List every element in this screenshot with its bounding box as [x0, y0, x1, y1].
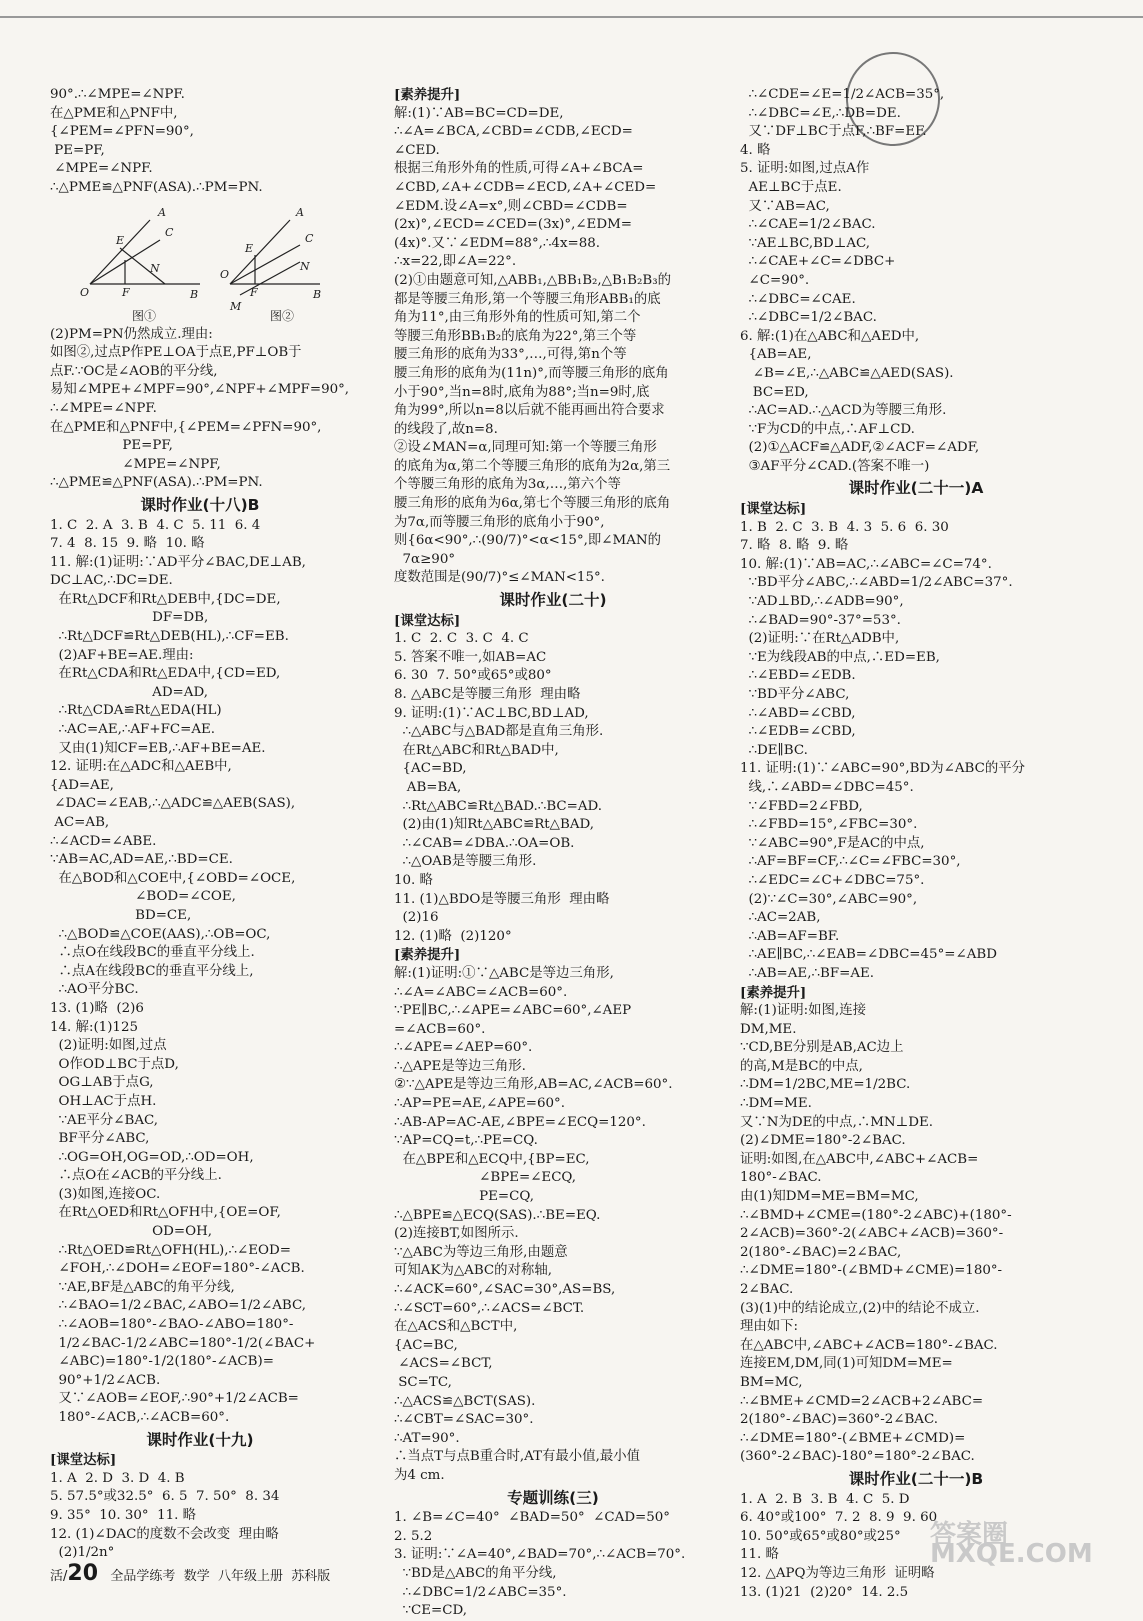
text-line: 2∠ACB)=360°-2(∠ABC+∠ACB)=360°-	[740, 1226, 1004, 1242]
text-line: ∵△ABC为等边三角形,由题意	[394, 1244, 568, 1260]
text-line: ∴∠ACD=∠ABE.	[50, 833, 157, 849]
text-line: ②设∠MAN=α,同理可知:第一个等腰三角形	[394, 440, 657, 456]
text-line: ∴点O在∠ACB的平分线上.	[50, 1168, 222, 1184]
answers-special-3	[394, 1509, 712, 1621]
footer-edition: 苏科版	[291, 1569, 331, 1584]
svg-text:A: A	[296, 205, 304, 219]
text-line: ∠B=∠E,∴△ABC≌△AED(SAS).	[740, 365, 954, 381]
text-line: ∴AC=AD.∴△ACD为等腰三角形.	[740, 403, 947, 419]
text-line: ∴AB=AF=BF.	[740, 928, 840, 944]
figure-1-and-2	[50, 200, 350, 324]
text-line: 又∵DF⊥BC于点F,∴BF=EF.	[740, 124, 927, 140]
text-line: ∵BD平分∠ABC,∴∠ABD=1/2∠ABC=37°.	[740, 575, 1013, 591]
answers-special-3-cont	[740, 86, 1092, 476]
text-line: 13. (1)略 (2)6	[50, 1000, 144, 1016]
svg-text:B: B	[190, 287, 199, 301]
text-line: ∵∠ABC=90°,F是AC的中点,	[740, 835, 925, 851]
text-line: 解:(1)∵AB=BC=CD=DE,	[394, 105, 564, 121]
text-line: ∴AB-AP=AC-AE,∠BPE=∠ECQ=120°.	[394, 1114, 646, 1130]
text-line: 90°.∴∠MPE=∠NPF.	[50, 87, 185, 102]
text-line: 11. 略	[740, 1547, 779, 1563]
text-line: 5. 答案不唯一,如AB=AC	[394, 649, 547, 665]
svg-text:F: F	[250, 285, 258, 299]
text-line: 在△PME和△PNF中,	[50, 105, 178, 121]
text-line: (2x)°,∠ECD=∠CED=(3x)°,∠EDM=	[394, 217, 632, 233]
text-line: OD=OH,	[50, 1224, 213, 1240]
text-line: (360°-2∠BAC)-180°=180°-2∠BAC.	[740, 1449, 975, 1465]
text-line: ∴AP=PE=AE,∠APE=60°.	[394, 1096, 566, 1112]
text-line: ∴点O在线段BC的垂直平分线上.	[50, 945, 255, 961]
text-line: ∴AE∥BC,∴∠EAB=∠DBC=45°=∠ABD	[740, 947, 997, 963]
answers-18-suyang	[394, 86, 712, 588]
text-line: ∴AO平分BC.	[50, 982, 139, 998]
text-line: 可知AK为△ABC的对称轴,	[394, 1263, 552, 1279]
text-line: 在△BOD和△COE中,{∠OBD=∠OCE,	[50, 870, 296, 886]
text-line: ∴△BPE≌△ECQ(SAS).∴BE=EQ.	[394, 1207, 601, 1223]
text-line: ∴∠CBT=∠SAC=30°.	[394, 1412, 534, 1428]
text-line: {∠PEM=∠PFN=90°,	[50, 124, 194, 140]
text-line: {AC=BC,	[394, 1337, 458, 1353]
text-line: 的高,M是BC的中点,	[740, 1058, 863, 1074]
heading-20: 课时作业(二十)	[499, 591, 607, 610]
text-line: ∴∠ACK=60°,∠SAC=30°,AS=BS,	[394, 1282, 616, 1297]
text-line: ∴DE∥BC.	[740, 742, 808, 758]
text-line: 10. 50°或65°或80°或25°	[740, 1528, 901, 1544]
text-line: 角为99°,所以n=8以后就不能再画出符合要求	[394, 403, 665, 419]
text-line: ∴AC=2AB,	[740, 910, 821, 926]
text-line: ∴∠FBD=15°,∠FBC=30°.	[740, 817, 918, 833]
text-line: ∴∠DBC=∠CAE.	[740, 291, 856, 307]
text-line: AE⊥BC于点E.	[740, 179, 842, 195]
text-line: ∠BOD=∠COE,	[50, 889, 236, 905]
text-line: AC=AB,	[50, 815, 110, 830]
text-line: 在Rt△ABC和Rt△BAD中,	[394, 742, 559, 758]
answers-20	[394, 612, 712, 1486]
text-line: BF平分∠ABC,	[50, 1131, 150, 1147]
text-line: 12. (1)∠DAC的度数不会改变 理由略	[50, 1526, 279, 1542]
svg-text:E: E	[116, 233, 125, 247]
text-line: 腰三角形的底角为33°,…,可得,第n个等	[394, 347, 627, 363]
text-line: ∴∠DME=180°-(∠BME+∠CMD)=	[740, 1430, 966, 1446]
svg-text:C: C	[165, 225, 174, 239]
text-line: (2)16	[394, 910, 439, 926]
text-line: ∴点A在线段BC的垂直平分线上,	[50, 963, 254, 979]
figure-2-label: 图②	[270, 308, 295, 323]
text-line: BD=CE,	[50, 907, 192, 923]
text-line: {AB=AE,	[740, 347, 812, 363]
svg-text:C: C	[305, 231, 314, 245]
text-line: 连接EM,DM,同(1)可知DM=ME=	[740, 1356, 953, 1372]
text-line: DC⊥AC,∴DC=DE.	[50, 573, 173, 589]
text-line: ∴∠APE=∠AEP=60°.	[394, 1040, 533, 1056]
text-line: 11. 解:(1)证明:∵AD平分∠BAC,DE⊥AB,	[50, 554, 306, 570]
column-2	[394, 86, 712, 1621]
text-line: (3)如图,连接OC.	[50, 1186, 161, 1202]
text-line: SC=TC,	[394, 1374, 452, 1390]
text-line: ∠EDM.设∠A=x°,则∠CBD=∠CDB=	[394, 198, 628, 214]
text-line: ∠ACS=∠BCT,	[394, 1356, 493, 1372]
text-line: 7. 4 8. 15 9. 略 10. 略	[50, 536, 205, 552]
text-line: (2)①由题意可知,△ABB₁,△BB₁B₂,△B₁B₂B₃的	[394, 272, 671, 288]
text-line: 证明:如图,在△ABC中,∠ABC+∠ACB=	[740, 1151, 979, 1167]
text-line: 在Rt△DCF和Rt△DEB中,{DC=DE,	[50, 591, 281, 607]
text-line: (2)①△ACF≌△ADF,②∠ACF=∠ADF,	[740, 440, 980, 456]
text-line: 1. C 2. A 3. B 4. C 5. 11 6. 4	[50, 517, 261, 533]
text-line: 则{6α<90°,∴(90/7)°<α<15°,即∠MAN的	[394, 533, 661, 549]
footer-series: 全品学练考	[110, 1569, 176, 1584]
text-line: 5. 证明:如图,过点A作	[740, 161, 870, 177]
text-line: ∴∠EDB=∠CBD,	[740, 724, 856, 740]
text-line: 又∵N为DE的中点,∴MN⊥DE.	[740, 1114, 934, 1130]
text-line: {AD=AE,	[50, 777, 114, 793]
text-line: 1. B 2. C 3. B 4. 3 5. 6 6. 30	[740, 519, 949, 535]
column-1	[50, 86, 350, 1563]
page-number: 20	[67, 1561, 99, 1586]
text-line: ∴Rt△ABC≌Rt△BAD.∴BC=AD.	[394, 798, 603, 814]
top-rule	[0, 16, 1143, 18]
section-ketang: [课堂达标]	[50, 1452, 117, 1469]
text-line: (2)∵∠C=30°,∠ABC=90°,	[740, 891, 918, 907]
text-line: 个等腰三角形的底角为3α,…,第六个等	[394, 477, 621, 493]
text-line: DF=DB,	[50, 610, 209, 626]
text-line: AD=AD,	[50, 684, 208, 700]
footer-prefix: 活/	[50, 1569, 68, 1584]
text-line: ∴x=22,即∠A=22°.	[394, 254, 517, 270]
text-line: ∴∠ABD=∠CBD,	[740, 705, 856, 721]
text-line: 度数范围是(90/7)°≤∠MAN<15°.	[394, 570, 605, 586]
text-line: ∴∠AOB=180°-∠BAO-∠ABO=180°-	[50, 1317, 294, 1333]
text-line: ∠CED.	[394, 142, 440, 158]
text-line: (2)1/2n°	[50, 1545, 115, 1561]
text-line: (2)由(1)知Rt△ABC≌Rt△BAD,	[394, 817, 595, 833]
text-line: ∴∠EBD=∠EDB.	[740, 668, 856, 684]
text-line: ∵AE,BF是△ABC的角平分线,	[50, 1279, 235, 1295]
text-line: ∴∠BMD+∠CME=(180°-2∠ABC)+(180°-	[740, 1207, 1012, 1223]
text-line: ∠MPE=∠NPF.	[50, 161, 153, 177]
text-line: 9. 证明:(1)∵AC⊥BC,BD⊥AD,	[394, 705, 589, 721]
text-line: 腰三角形的底角为(11n)°,而等腰三角形的底角	[394, 365, 669, 381]
text-line: ∴∠MPE=∠NPF.	[50, 400, 157, 416]
text-line: ∵E为线段AB的中点,∴ED=EB,	[740, 649, 940, 665]
column-3	[740, 86, 1092, 1602]
text-line: ∴当点T与点B重合时,AT有最小值,最小值	[394, 1449, 641, 1465]
text-line: ∴∠BAD=90°-37°=53°.	[740, 612, 901, 628]
text-line: ∴OG=OH,OG=OD,∴OD=OH,	[50, 1149, 254, 1165]
text-line: 理由如下:	[740, 1319, 799, 1335]
text-line: 14. 解:(1)125	[50, 1019, 138, 1035]
text-line: 又∵AB=AC,	[740, 198, 830, 214]
text-line: 2(180°-∠BAC)=2∠BAC,	[740, 1244, 902, 1260]
text-line: 10. 解:(1)∵AB=AC,∴∠ABC=∠C=74°.	[740, 556, 992, 572]
text-line: 的线段了,故n=8.	[394, 421, 498, 437]
heading-21a: 课时作业(二十一)A	[848, 479, 984, 498]
text-line: ∵BD是△ABC的角平分线,	[394, 1565, 557, 1581]
text-line: 13. (1)21 (2)20° 14. 2.5	[740, 1584, 909, 1600]
text-line: ∠C=90°.	[740, 272, 810, 288]
text-line: 线,∴∠ABD=∠DBC=45°.	[740, 779, 914, 795]
text-line: 2∠BAC.	[740, 1282, 794, 1297]
text-line: ∴∠DBC=∠E,∴DB=DE.	[740, 105, 901, 121]
text-line: 由(1)知DM=ME=BM=MC,	[740, 1189, 919, 1205]
text-line: 如图②,过点P作PE⊥OA于点E,PF⊥OB于	[50, 345, 302, 361]
heading-18b: 课时作业(十八)B	[140, 495, 260, 514]
text-line: 1. A 2. B 3. B 4. C 5. D	[740, 1491, 910, 1507]
text-line: ∴△APE是等边三角形.	[394, 1058, 526, 1074]
text-line: 2. 5.2	[394, 1528, 433, 1544]
text-line: ∴∠SCT=60°,∴∠ACS=∠BCT.	[394, 1300, 585, 1316]
heading-19: 课时作业(十九)	[146, 1430, 254, 1449]
text-line: 9. 35° 10. 30° 11. 略	[50, 1507, 197, 1523]
text-line: ∴∠DBC=1/2∠ABC=35°.	[394, 1584, 567, 1600]
text-line: 11. 证明:(1)∵∠ABC=90°,BD为∠ABC的平分	[740, 761, 1026, 777]
text-line: AB=BA,	[394, 779, 462, 795]
svg-text:O: O	[220, 267, 230, 281]
text-line: (2)AF+BE=AE.理由:	[50, 647, 194, 663]
text-line: ∠ABC)=180°-1/2(180°-∠ACB)=	[50, 1354, 274, 1370]
text-line: 6. 解:(1)在△ABC和△AED中,	[740, 328, 920, 344]
text-line: ③AF平分∠CAD.(答案不唯一)	[740, 458, 930, 474]
text-line: 10. 略	[394, 872, 433, 888]
text-line: 12. 证明:在△ADC和△AEB中,	[50, 759, 232, 775]
heading-21b: 课时作业(二十一)B	[848, 1469, 984, 1488]
text-line: 都是等腰三角形,第一个等腰三角形ABB₁的底	[394, 291, 661, 307]
text-line: O作OD⊥BC于点D,	[50, 1056, 179, 1072]
svg-text:O: O	[80, 285, 90, 299]
text-line: =∠ACB=60°.	[394, 1021, 486, 1037]
text-line: ∴∠CDE=∠E=1/2∠ACB=35°,	[740, 87, 945, 102]
text-line: {AC=BD,	[394, 761, 467, 777]
text-line: 5. 57.5°或32.5° 6. 5 7. 50° 8. 34	[50, 1489, 280, 1505]
text-line: 3. 证明:∵∠A=40°,∠BAD=70°,∴∠ACB=70°.	[394, 1547, 686, 1563]
text-line: OH⊥AC于点H.	[50, 1093, 157, 1109]
text-line: 8. △ABC是等腰三角形 理由略	[394, 687, 581, 702]
answers-19	[50, 1470, 350, 1563]
text-line: 解:(1)证明:①∵△ABC是等边三角形,	[394, 965, 614, 981]
text-line: ∴∠A=∠ABC=∠ACB=60°.	[394, 984, 568, 1000]
text-line: ∵CE=CD,	[394, 1603, 468, 1619]
text-line: ∴△OAB是等腰三角形.	[394, 854, 537, 870]
svg-text:N: N	[150, 261, 160, 275]
text-line: [素养提升]	[740, 984, 807, 1001]
text-line: ∴AT=90°.	[394, 1430, 460, 1446]
text-line: ∴DM=ME.	[740, 1096, 812, 1112]
text-line: 点F.∵OC是∠AOB的平分线,	[50, 363, 218, 379]
text-line: ∴△PME≌△PNF(ASA).∴PM=PN.	[50, 179, 263, 195]
text-line: 根据三角形外角的性质,可得∠A+∠BCA=	[394, 161, 644, 177]
watermark-text: 答案圈 MXQE.COM	[930, 1520, 1093, 1569]
text-line: (2)∠DME=180°-2∠BAC.	[740, 1133, 906, 1149]
text-line: 又由(1)知CF=EB,∴AF+BE=AE.	[50, 740, 266, 756]
text-line: [素养提升]	[394, 947, 461, 964]
text-line: 1. C 2. C 3. C 4. C	[394, 631, 529, 647]
footer-subject: 数学	[183, 1569, 210, 1584]
text-line: 易知∠MPE+∠MPF=90°,∠NPF+∠MPF=90°,	[50, 382, 350, 398]
text-line: ∵CD,BE分别是AB,AC边上	[740, 1040, 904, 1056]
text-line: BC=ED,	[740, 384, 809, 400]
text-line: ∴△PME≌△PNF(ASA).∴PM=PN.	[50, 475, 263, 491]
text-line: 1. ∠B=∠C=40° ∠BAD=50° ∠CAD=50°	[394, 1510, 671, 1526]
svg-text:B: B	[313, 287, 322, 301]
text-line: ∠DAC=∠EAB,∴△ADC≌△AEB(SAS),	[50, 796, 296, 812]
text-line: 等腰三角形BB₁B₂的底角为22°,第三个等	[394, 328, 637, 344]
text-line: ∴∠DBC=1/2∠BAC.	[740, 310, 877, 326]
text-line: 为7α,而等腰三角形的底角小于90°,	[394, 514, 605, 530]
text-line: ∵BD平分∠ABC,	[740, 687, 850, 702]
text-line: ∴∠A=∠BCA,∠CBD=∠CDB,∠ECD=	[394, 124, 633, 140]
text-line: (2)连接BT,如图所示.	[394, 1226, 519, 1242]
text-line: ②∵△APE是等边三角形,AB=AC,∠ACB=60°.	[394, 1077, 673, 1093]
heading-special-3: 专题训练(三)	[507, 1488, 599, 1507]
text-line: ∴∠CAE=1/2∠BAC.	[740, 217, 876, 233]
text-line: 6. 30 7. 50°或65°或80°	[394, 668, 552, 684]
text-line: 7α≥90°	[394, 551, 456, 567]
text-line: OG⊥AB于点G,	[50, 1075, 154, 1091]
text-line: ∴Rt△OED≌Rt△OFH(HL),∴∠EOD=	[50, 1242, 291, 1258]
text-line: ∴△ACS≌△BCT(SAS).	[394, 1393, 536, 1409]
svg-text:M: M	[230, 299, 242, 313]
text-line: 腰三角形的底角为6α,第七个等腰三角形的底角	[394, 496, 671, 512]
text-line: ∠CBD,∠A+∠CDB=∠ECD,∠A+∠CED=	[394, 179, 657, 195]
text-line: ∵F为CD的中点,∴AF⊥CD.	[740, 421, 915, 437]
text-line: ∴DM=1/2BC,ME=1/2BC.	[740, 1077, 911, 1093]
text-line: 在△PME和△PNF中,{∠PEM=∠PFN=90°,	[50, 419, 322, 435]
svg-text:N: N	[300, 259, 310, 273]
text-line: BM=MC,	[740, 1374, 803, 1390]
answers-18b	[50, 517, 350, 1428]
text-line: ∵AE平分∠BAC,	[50, 1112, 159, 1128]
text-line: [课堂达标]	[394, 612, 461, 629]
text-line: [课堂达标]	[740, 501, 807, 518]
text-line: ∠FOH,∴∠DOH=∠EOF=180°-∠ACB.	[50, 1261, 305, 1277]
text-line: ∴Rt△DCF≌Rt△DEB(HL),∴CF=EB.	[50, 629, 289, 645]
text-line: ∴Rt△CDA≌Rt△EDA(HL)	[50, 703, 222, 719]
footer-grade: 八年级上册	[217, 1569, 283, 1584]
text-line: PE=PF,	[50, 142, 105, 158]
text-line: ∴∠CAB=∠DBA.∴OA=OB.	[394, 835, 575, 851]
text-line: [素养提升]	[394, 87, 461, 103]
text-line: ∵∠FBD=2∠FBD,	[740, 798, 863, 814]
text-line: 11. (1)△BDO是等腰三角形 理由略	[394, 891, 610, 907]
text-line: 1. A 2. D 3. D 4. B	[50, 1470, 185, 1486]
text-line: 为4 cm.	[394, 1467, 445, 1483]
text-line: PE=PF,	[50, 438, 173, 454]
text-line: 的底角为α,第二个等腰三角形的底角为2α,第三	[394, 458, 671, 474]
text-line: 4. 略	[740, 142, 771, 158]
text-line: ∴∠BAO=1/2∠BAC,∠ABO=1/2∠ABC,	[50, 1298, 306, 1314]
text-line: 在△ABC中,∠ABC+∠ACB=180°-∠BAC.	[740, 1337, 998, 1353]
text-line: ∵PE∥BC,∴∠APE=∠ABC=60°,∠AEP	[394, 1003, 632, 1019]
text-line: ∠MPE=∠NPF,	[50, 456, 221, 472]
text-line: ∴AB=AE,∴BF=AE.	[740, 965, 875, 981]
text-line: PE=CQ,	[394, 1189, 534, 1205]
text-line: 12. △APQ为等边三角形 证明略	[740, 1565, 935, 1581]
text-line: 12. (1)略 (2)120°	[394, 928, 512, 944]
text-line: ∴△ABC与△BAD都是直角三角形.	[394, 724, 604, 740]
text-line: DM,ME.	[740, 1021, 797, 1037]
text-line: ∵AE⊥BC,BD⊥AC,	[740, 235, 871, 251]
text-line: 6. 40°或100° 7. 2 8. 9 9. 60	[740, 1510, 938, 1526]
text-line: 在Rt△OED和Rt△OFH中,{OE=OF,	[50, 1205, 281, 1221]
svg-text:F: F	[122, 285, 130, 299]
svg-text:E: E	[245, 241, 254, 255]
text-line: 角为11°,由三角形外角的性质可知,第二个	[394, 310, 641, 326]
text-line: (2)证明:∵在Rt△ADB中,	[740, 631, 900, 647]
answers-21a	[740, 500, 1092, 1467]
text-line: ∵AP=CQ=t,∴PE=CQ.	[394, 1133, 538, 1149]
text-line: ∴∠BME+∠CMD=2∠ACB+2∠ABC=	[740, 1393, 984, 1409]
text-line: (2)PM=PN仍然成立.理由:	[50, 326, 213, 342]
text-line: ∴∠DME=180°-(∠BMD+∠CME)=180°-	[740, 1263, 1003, 1279]
page-footer	[50, 1561, 331, 1587]
text-line: 7. 略 8. 略 9. 略	[740, 538, 849, 554]
text-line: ∴△BOD≌△COE(AAS),∴OB=OC,	[50, 926, 271, 942]
text-line: ∴AF=BF=CF,∴∠C=∠FBC=30°,	[740, 854, 961, 870]
text-line: ∴AC=AE,∴AF+FC=AE.	[50, 722, 216, 738]
text-line: 1/2∠BAC-1/2∠ABC=180°-1/2(∠BAC+	[50, 1335, 316, 1351]
figure-1-label: 图①	[132, 308, 157, 323]
text-line: (4x)°.又∵∠EDM=88°,∴4x=88.	[394, 235, 601, 251]
text-line: 小于90°,当n=8时,底角为88°;当n=9时,底	[394, 384, 650, 400]
text-line: 在Rt△CDA和Rt△EDA中,{CD=ED,	[50, 666, 281, 682]
text-line: 在△BPE和△ECQ中,{BP=EC,	[394, 1151, 590, 1167]
text-line: ∴∠EDC=∠C+∠DBC=75°.	[740, 872, 925, 888]
text-line: ∴∠CAE+∠C=∠DBC+	[740, 254, 896, 270]
text-line: (2)证明:如图,过点	[50, 1038, 167, 1054]
text-line: 180°-∠BAC.	[740, 1170, 822, 1186]
text-line: 90°+1/2∠ACB.	[50, 1372, 161, 1388]
text-line: 180°-∠ACB,∴∠ACB=60°.	[50, 1410, 230, 1425]
text-line: 在△ACS和△BCT中,	[394, 1319, 518, 1335]
text-line: 解:(1)证明:如图,连接	[740, 1003, 866, 1019]
text-line: (3)(1)中的结论成立,(2)中的结论不成立.	[740, 1300, 980, 1316]
text-line: 2(180°-∠BAC)=360°-2∠BAC.	[740, 1412, 938, 1428]
text-line: 又∵∠AOB=∠EOF,∴90°+1/2∠ACB=	[50, 1391, 299, 1407]
svg-text:A: A	[158, 205, 166, 219]
text-line: ∵AD⊥BD,∴∠ADB=90°,	[740, 594, 904, 610]
text-line: ∵AB=AC,AD=AE,∴BD=CE.	[50, 852, 233, 868]
text-line: ∠BPE=∠ECQ,	[394, 1170, 577, 1186]
